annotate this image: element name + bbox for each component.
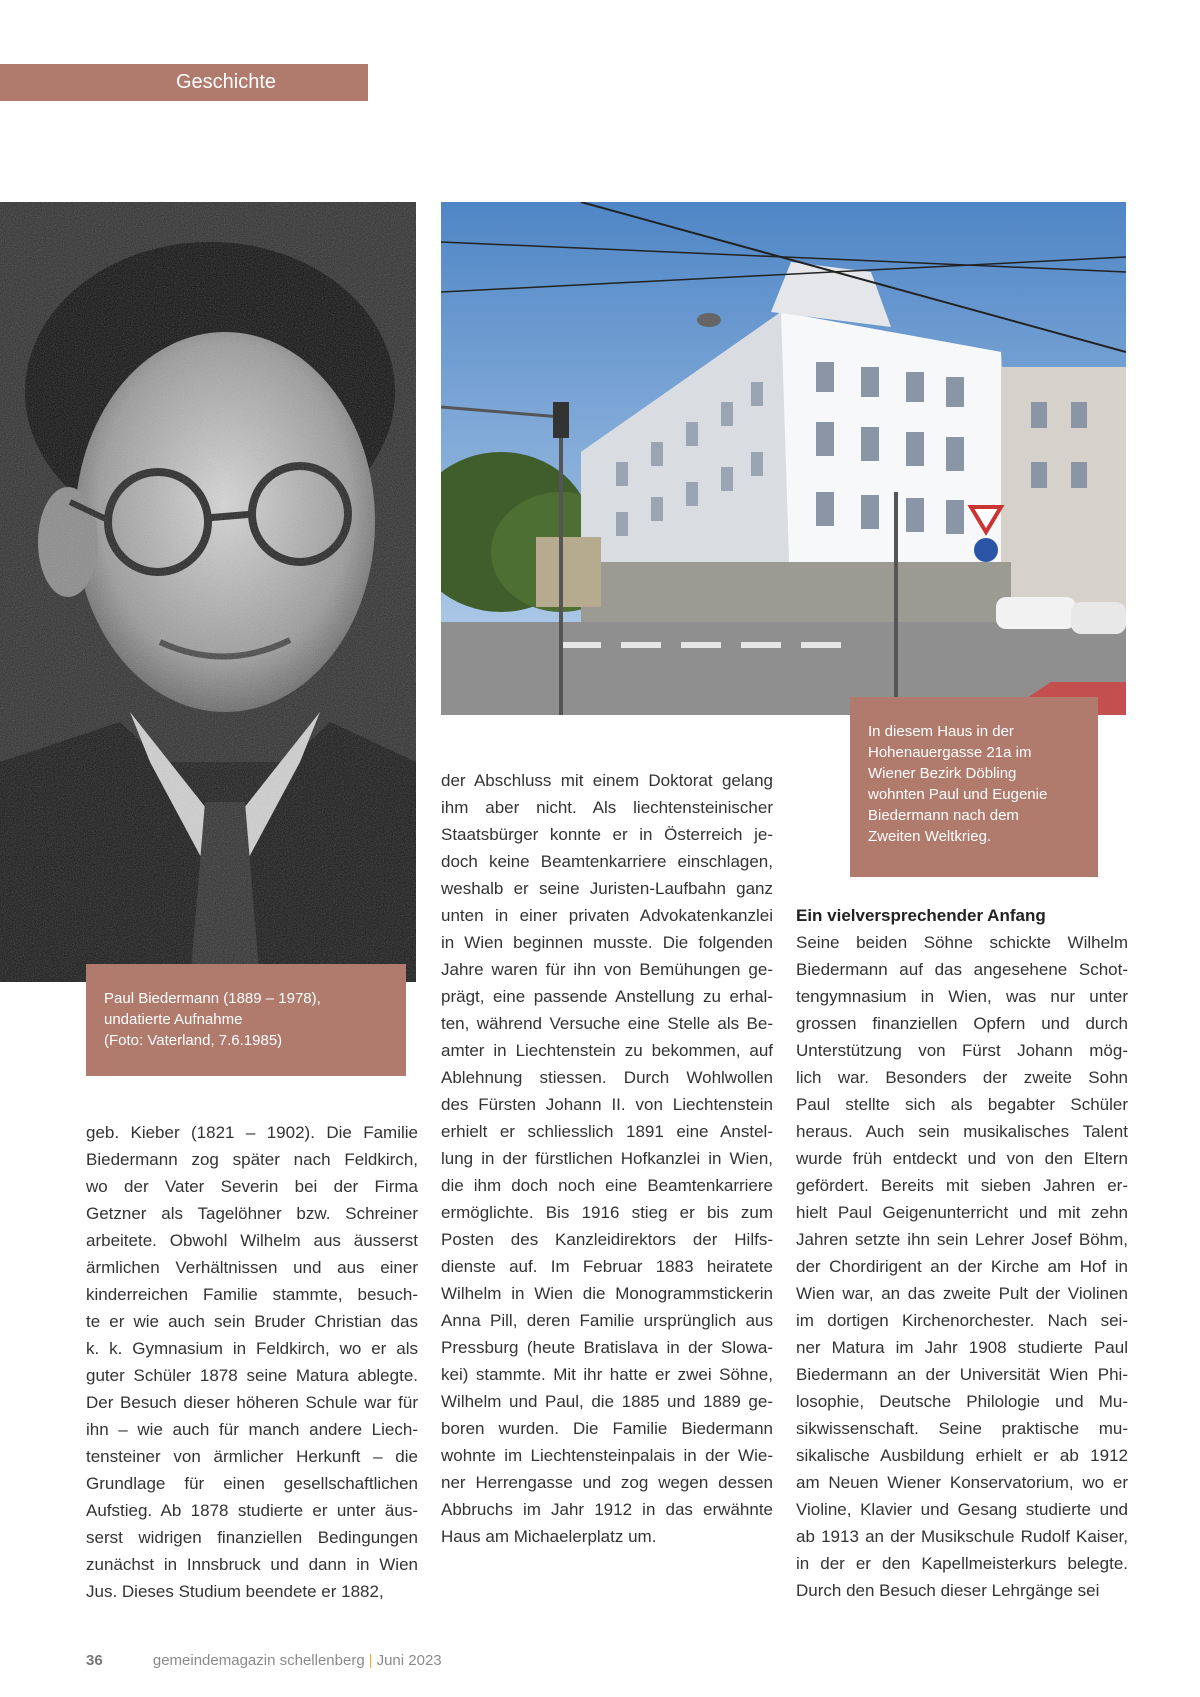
text-line: Wien war, an das zweite Pult der Violinen [796,1284,1128,1303]
footer-separator: | [368,1652,373,1669]
text-line: ner Matura im Jahr 1908 studierte Paul [796,1338,1128,1357]
text-line: Seine beiden Söhne schickte Wilhelm [796,933,1128,952]
text-line: grossen finanziellen Opfern und durch [796,1014,1128,1033]
text-line: amter in Liechtenstein zu bekommen, auf [441,1041,773,1060]
text-line: lung in der fürstlichen Hofkanzlei in Wien, [441,1149,773,1168]
issue-date: Juni 2023 [376,1652,442,1669]
text-line: Paul stellte sich als begabter Schüler [796,1095,1128,1114]
text-line: Durch den Besuch dieser Lehrgänge sei [796,1581,1100,1600]
caption-line: In diesem Haus in der [868,723,1014,740]
text-line: ärmlichen Verhältnissen und aus einer [86,1258,418,1277]
text-line: kei) stammte. Mit ihr hatte er zwei Söhne, [441,1365,773,1384]
text-line: Biedermann an der Universität Wien Phi- [796,1365,1128,1384]
caption-line: undatierte Aufnahme [104,1011,243,1028]
text-line: Wilhelm und Paul, die 1885 und 1889 ge- [441,1392,773,1411]
text-line: der Chordirigent an der Kirche am Hof in [796,1257,1128,1276]
text-line: ihm aber nicht. Als liechtensteinischer [441,798,773,817]
text-line: Abbruchs im Jahr 1912 in das erwähnte [441,1500,773,1519]
text-line: Anna Pill, deren Familie ursprünglich aus [441,1311,773,1330]
portrait-caption [86,964,406,1076]
page-footer [86,1652,442,1669]
page-number: 36 [86,1652,103,1669]
text-line: im dortigen Kirchenorchester. Nach sei- [796,1311,1128,1330]
text-line: geb. Kieber (1821 – 1902). Die Familie [86,1123,418,1142]
text-line: kinderreichen Familie stammte, besuch- [86,1285,418,1304]
text-line: Biedermann auf das angesehene Schot- [796,960,1128,979]
text-line: ner Herrengasse und zog wegen dessen [441,1473,773,1492]
caption-line: Hohenauergasse 21a im [868,744,1032,761]
caption-line: Paul Biedermann (1889 – 1978), [104,990,321,1007]
text-line: in der er den Kapellmeisterkurs belegte. [796,1554,1128,1573]
text-line: die ihm doch noch eine Beamtenkarriere [441,1176,773,1195]
text-line: tensteiner von ärmlicher Herkunft – die [86,1447,418,1466]
building-caption [850,697,1098,877]
text-line: am Neuen Wiener Konservatorium, wo er [796,1473,1128,1492]
text-line: arbeitete. Obwohl Wilhelm aus äusserst [86,1231,418,1250]
text-line: heraus. Auch sein musikalisches Talent [796,1122,1128,1141]
caption-line: Zweiten Weltkrieg. [868,828,992,845]
text-line: Ablehnung stiessen. Durch Wohlwollen [441,1068,773,1087]
text-line: des Fürsten Johann II. von Liechtenstein [441,1095,773,1114]
text-line: lich war. Besonders der zweite Sohn [796,1068,1128,1087]
text-line: ab 1913 an der Musikschule Rudolf Kaiser, [796,1527,1128,1546]
text-line: Unterstützung von Fürst Johann mög- [796,1041,1128,1060]
text-line: erhielt er schliesslich 1891 eine Anstel- [441,1122,773,1141]
text-line: Staatsbürger konnte er in Österreich je- [441,825,773,844]
portrait-photo [0,202,416,982]
text-line: gefördert. Bereits mit sieben Jahren er- [796,1176,1128,1195]
text-line: hielt Paul Geigenunterricht und mit zehn [796,1203,1128,1222]
text-line: serst widrigen finanziellen Bedingungen [86,1528,418,1547]
text-line: losophie, Deutsche Philologie und Mu- [796,1392,1128,1411]
text-line: Biedermann zog später nach Feldkirch, [86,1150,418,1169]
text-line: wurde früh entdeckt und von den Eltern [796,1149,1128,1168]
section-tag: Geschichte [0,64,368,101]
text-column-1 [86,1119,418,1605]
building-photo [441,202,1126,715]
text-line: sikalische Ausbildung erhielt er ab 1912 [796,1446,1128,1465]
caption-line: Biedermann nach dem [868,807,1019,824]
text-line: Jus. Dieses Studium beendete er 1882, [86,1582,384,1601]
caption-line: (Foto: Vaterland, 7.6.1985) [104,1032,283,1049]
text-line: ihn – wie auch für manch andere Liech- [86,1420,418,1439]
text-line: Jahre waren für ihn von Bemühungen ge- [441,960,773,979]
text-column-2 [441,767,773,1550]
text-line: sikwissenschaft. Seine praktische mu- [796,1419,1128,1438]
text-line: Jahren setzte ihn sein Lehrer Josef Böhm, [796,1230,1128,1249]
text-line: Pressburg (heute Bratislava in der Slowa- [441,1338,773,1357]
text-line: dienste auf. Im Februar 1883 heiratete [441,1257,773,1276]
text-line: Posten des Kanzleidirektors der Hilfs- [441,1230,773,1249]
text-line: Haus am Michaelerplatz um. [441,1527,657,1546]
caption-line: wohnten Paul und Eugenie [868,786,1048,803]
text-line: te er wie auch sein Bruder Christian das [86,1312,418,1331]
text-line: unten in einer privaten Advokatenkanzlei [441,906,773,925]
text-line: Aufstieg. Ab 1878 studierte er unter äus- [86,1501,418,1520]
text-line: prägt, eine passende Anstellung zu erhal- [441,987,773,1006]
text-column-3-body [796,929,1128,1604]
text-line: ermöglichte. Bis 1916 stieg er bis zum [441,1203,773,1222]
publication-name: gemeindemagazin schellenberg [152,1652,365,1669]
text-line: Violine, Klavier und Gesang studierte und [796,1500,1128,1519]
text-line: ten, während Versuche eine Stelle als Be- [441,1014,773,1033]
text-line: tengymnasium in Wien, was nur unter [796,987,1128,1006]
text-column-3 [796,902,1128,1604]
text-line: Getzner als Tagelöhner bzw. Schreiner [86,1204,418,1223]
text-line: k. k. Gymnasium in Feldkirch, wo er als [86,1339,418,1358]
text-line: guter Schüler 1878 seine Matura ablegte. [86,1366,418,1385]
text-line: Grundlage für einen gesellschaftlichen [86,1474,418,1493]
text-line: boren wurden. Die Familie Biedermann [441,1419,773,1438]
text-line: wohnte im Liechtensteinpalais in der Wie- [441,1446,773,1465]
text-line: wo der Vater Severin bei der Firma [86,1177,418,1196]
section-heading: Ein vielversprechender Anfang [796,906,1046,925]
text-line: weshalb er seine Juristen-Laufbahn ganz [441,879,773,898]
text-line: Wilhelm in Wien die Monogrammstickerin [441,1284,773,1303]
text-line: der Abschluss mit einem Doktorat gelang [441,771,773,790]
text-line: Der Besuch dieser höheren Schule war für [86,1393,418,1412]
text-line: doch keine Beamtenkarriere einschlagen, [441,852,773,871]
text-line: in Wien beginnen musste. Die folgenden [441,933,773,952]
caption-line: Wiener Bezirk Döbling [868,765,1017,782]
text-line: zunächst in Innsbruck und dann in Wien [86,1555,418,1574]
